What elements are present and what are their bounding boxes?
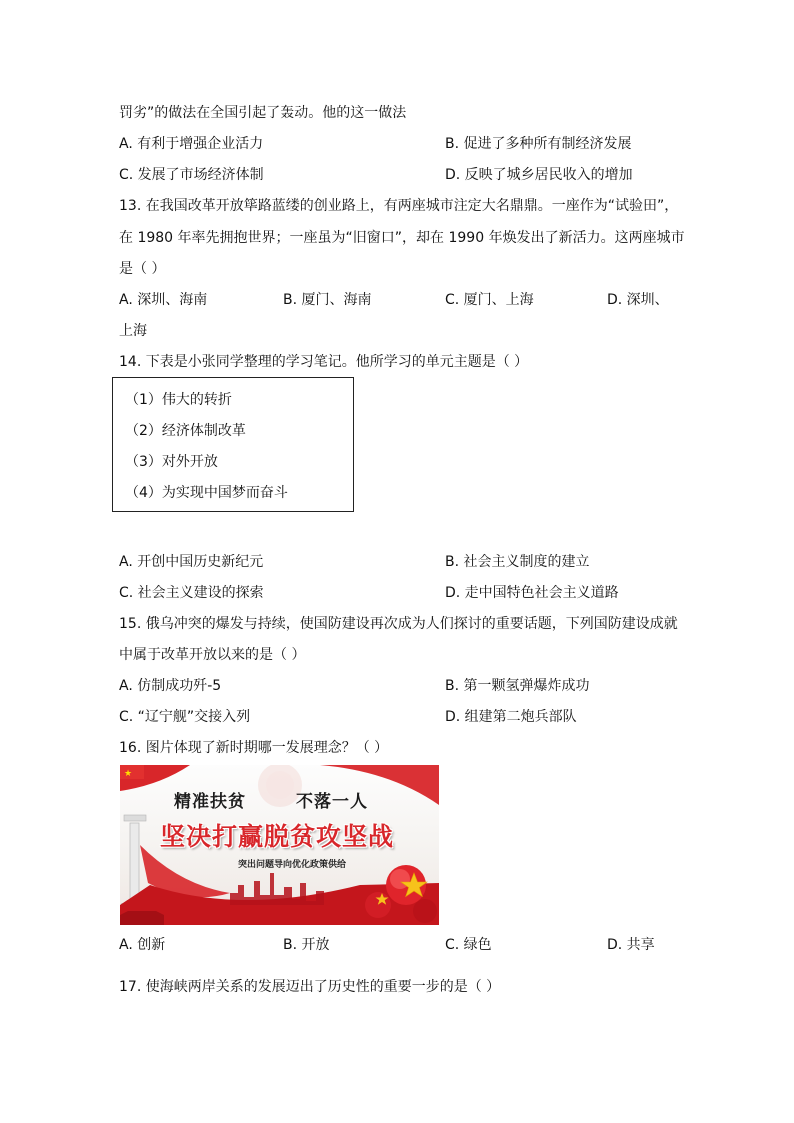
q16-option-c: C. 绿色: [445, 937, 492, 953]
study-notes-table: [112, 377, 354, 512]
q15-option-b: B. 第一颗氢弹爆炸成功: [445, 678, 590, 694]
poverty-alleviation-poster: [120, 765, 439, 925]
poster-headline: 坚决打赢脱贫攻坚战: [160, 822, 395, 851]
q13-stem-line-2: 在 1980 年率先拥抱世界；一座虽为“旧窗口”，却在 1990 年焕发出了新活力。这两座城市: [119, 230, 685, 246]
poster-slogan-right: 不落一人: [296, 792, 368, 812]
q16-option-d: D. 共享: [607, 937, 655, 953]
q14-option-b: B. 社会主义制度的建立: [445, 554, 590, 570]
svg-text:★: ★: [124, 769, 133, 779]
q14-stem: 14. 下表是小张同学整理的学习笔记。他所学习的单元主题是（ ）: [119, 354, 529, 370]
q16-option-a: A. 创新: [119, 937, 166, 953]
poster-slogan-left: 精准扶贫: [174, 792, 246, 812]
q15-stem-line-1: 15. 俄乌冲突的爆发与持续，使国防建设再次成为人们探讨的重要话题，下列国防建设成就: [119, 616, 678, 632]
q14-option-a: A. 开创中国历史新纪元: [119, 554, 264, 570]
q13-option-d: D. 深圳、: [607, 292, 669, 308]
note-item-2: （2）经济体制改革: [125, 423, 246, 439]
q13-option-a: A. 深圳、海南: [119, 292, 208, 308]
note-item-1: （1）伟大的转折: [125, 392, 232, 408]
note-item-4: （4）为实现中国梦而奋斗: [125, 485, 288, 501]
q16-stem: 16. 图片体现了新时期哪一发展理念？（ ）: [119, 740, 389, 756]
q15-option-c: C. “辽宁舰”交接入列: [119, 709, 251, 725]
q13-stem-line-1: 13. 在我国改革开放筚路蓝缕的创业路上，有两座城市注定大名鼎鼎。一座作为“试验田”，: [119, 198, 679, 214]
q15-stem-line-2: 中属于改革开放以来的是（ ）: [119, 647, 306, 663]
q12-option-b: B. 促进了多种所有制经济发展: [445, 136, 632, 152]
q14-option-d: D. 走中国特色社会主义道路: [445, 585, 619, 601]
q12-option-a: A. 有利于增强企业活力: [119, 136, 264, 152]
q13-option-c: C. 厦门、上海: [445, 292, 534, 308]
q13-stem-line-3: 是（ ）: [119, 261, 166, 277]
note-item-3: （3）对外开放: [125, 454, 218, 470]
q12-option-d: D. 反映了城乡居民收入的增加: [445, 167, 633, 183]
q12-stem-tail: 罚劣”的做法在全国引起了轰动。他的这一做法: [119, 105, 407, 121]
q15-option-d: D. 组建第二炮兵部队: [445, 709, 577, 725]
q14-option-c: C. 社会主义建设的探索: [119, 585, 264, 601]
q12-option-c: C. 发展了市场经济体制: [119, 167, 264, 183]
q15-option-a: A. 仿制成功歼-5: [119, 678, 222, 694]
q17-stem: 17. 使海峡两岸关系的发展迈出了历史性的重要一步的是（ ）: [119, 979, 501, 995]
q13-option-b: B. 厦门、海南: [283, 292, 372, 308]
q13-option-d-wrap: 上海: [119, 323, 147, 339]
poster-subline: 突出问题导向优化政策供给: [238, 860, 347, 870]
q16-option-b: B. 开放: [283, 937, 330, 953]
